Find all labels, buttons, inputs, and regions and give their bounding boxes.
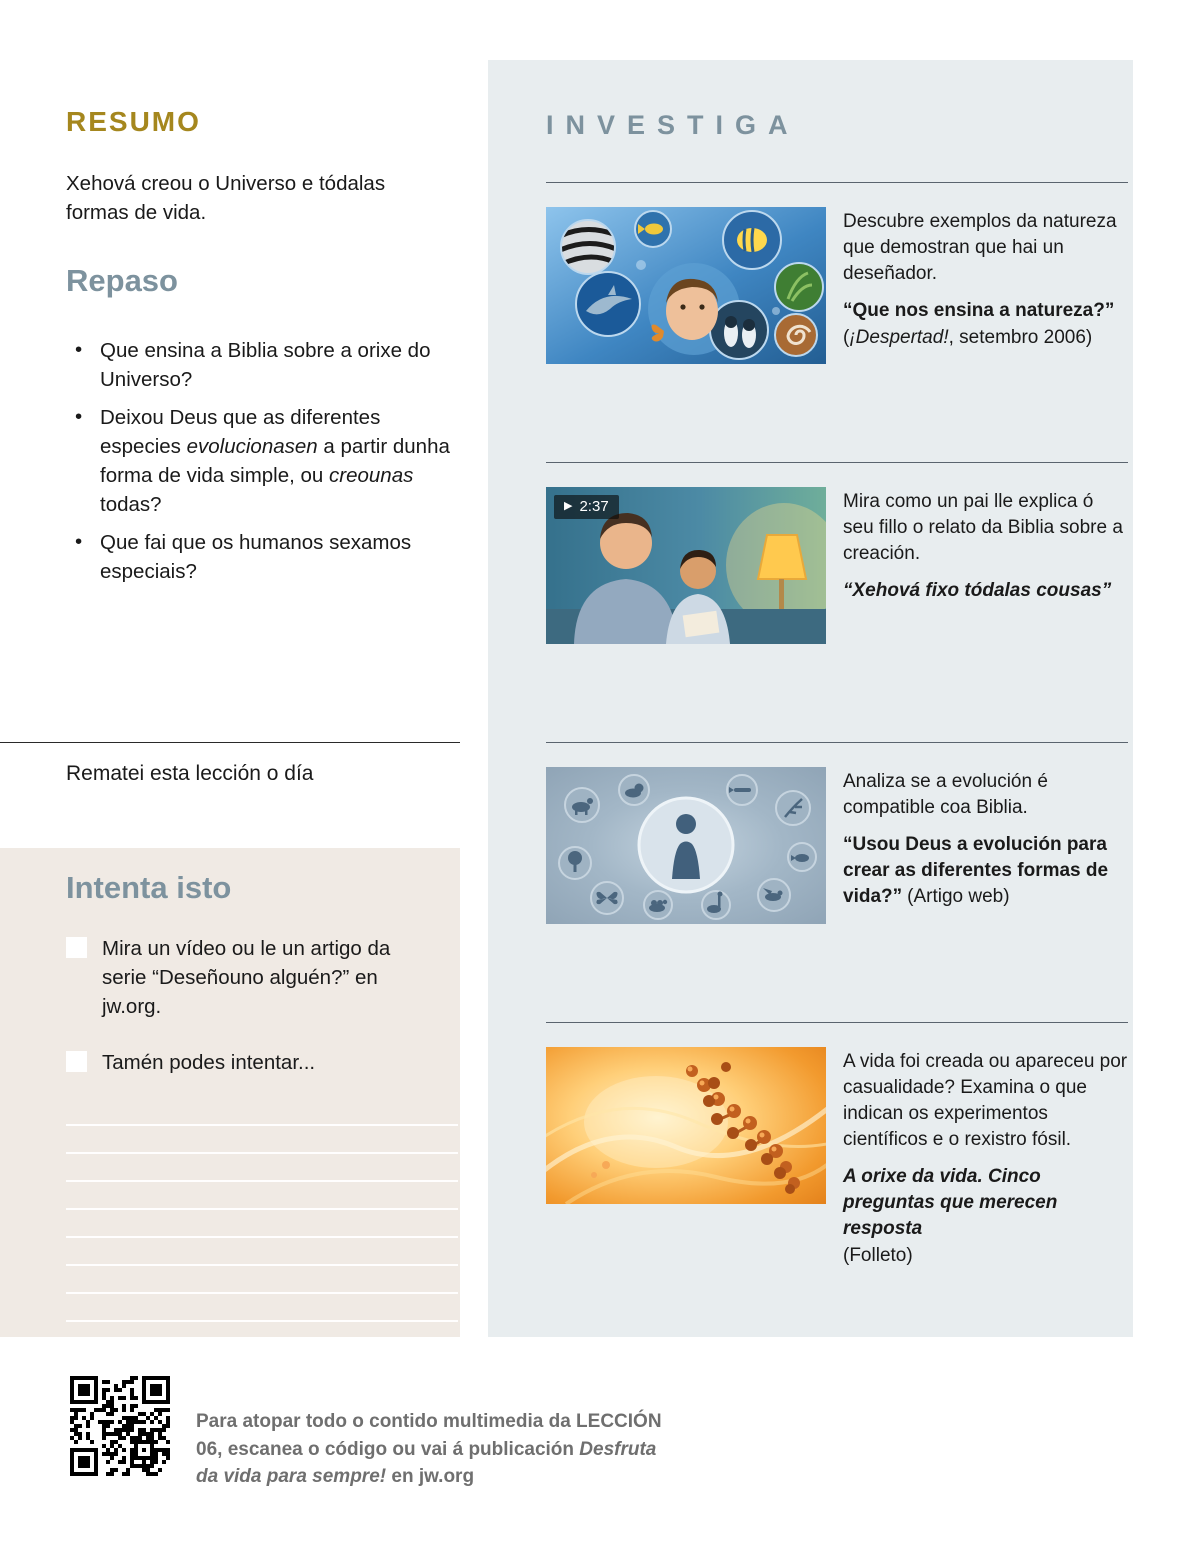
writing-line bbox=[66, 1182, 458, 1210]
investiga-description: Descubre exemplos da natureza que demostran que hai un deseñador. bbox=[843, 211, 1117, 284]
footer-text: Para atopar todo o contido multimedia da LECCIÓN 06, escanea o código ou vai á publicación Desfruta da vida para sempre! en jw.org bbox=[196, 1411, 662, 1487]
investiga-heading: INVESTIGA bbox=[546, 110, 800, 140]
writing-lines bbox=[66, 1098, 458, 1322]
writing-line bbox=[66, 1210, 458, 1238]
investiga-description: Analiza se a evolución é compatible coa Biblia. bbox=[843, 771, 1048, 818]
repaso-list bbox=[66, 336, 456, 595]
repaso-item bbox=[66, 403, 456, 519]
writing-line bbox=[66, 1098, 458, 1126]
investiga-source: (¡Despertad!, setembro 2006) bbox=[843, 327, 1093, 348]
repaso-heading: Repaso bbox=[66, 263, 178, 298]
evolution-article-thumbnail[interactable] bbox=[546, 767, 826, 924]
investiga-item-text bbox=[843, 769, 1128, 910]
investiga-reference-title: “Que nos ensina a natureza?” bbox=[843, 300, 1115, 321]
investiga-item-text bbox=[843, 209, 1128, 351]
dna-illustration bbox=[546, 1047, 826, 1204]
section-divider bbox=[0, 742, 460, 743]
video-duration-badge bbox=[554, 495, 619, 519]
repaso-item-text: Deixou Deus que as diferentes especies evolucionasen a partir dunha forma de vida simple, ou creounas todas? bbox=[100, 406, 450, 516]
investiga-item bbox=[546, 1047, 1128, 1307]
investiga-description: Mira como un pai lle explica ó seu fillo o relato da Biblia sobre a creación. bbox=[843, 491, 1123, 564]
repaso-item bbox=[66, 528, 456, 586]
bullet-marker: • bbox=[75, 530, 83, 553]
investiga-item-text bbox=[843, 489, 1128, 604]
investiga-source: (Artigo web) bbox=[907, 886, 1010, 907]
video-duration: 2:37 bbox=[579, 498, 609, 515]
origin-of-life-brochure-thumbnail[interactable] bbox=[546, 1047, 826, 1204]
play-icon: ▶ bbox=[564, 500, 573, 512]
qr-code-image bbox=[70, 1376, 170, 1476]
intenta-section bbox=[0, 848, 460, 1337]
checklist-item-text: Mira un vídeo ou le un artigo da serie “Deseñouno alguén?” en jw.org. bbox=[102, 937, 391, 1018]
writing-line bbox=[66, 1294, 458, 1322]
investiga-reference-title: A orixe da vida. Cinco preguntas que merecen resposta bbox=[843, 1166, 1058, 1239]
writing-line bbox=[66, 1126, 458, 1154]
checkbox[interactable] bbox=[66, 1051, 87, 1072]
writing-line bbox=[66, 1266, 458, 1294]
investiga-panel bbox=[488, 60, 1133, 1337]
checklist-item bbox=[66, 1048, 426, 1077]
resumo-heading: RESUMO bbox=[66, 106, 201, 137]
human-animals-illustration bbox=[546, 767, 826, 924]
investiga-reference-title: “Xehová fixo tódalas cousas” bbox=[843, 580, 1112, 601]
investiga-description: A vida foi creada ou apareceu por casualidade? Examina o que indican os experimentos científicos e o rexistro fósil. bbox=[843, 1051, 1128, 1150]
nature-collage-illustration bbox=[546, 207, 826, 364]
investiga-reference-title: “Usou Deus a evolución para crear as diferentes formas de vida?” (Artigo web) bbox=[843, 834, 1109, 907]
repaso-item-text: Que fai que os humanos sexamos especiais? bbox=[100, 531, 412, 583]
nature-article-thumbnail[interactable] bbox=[546, 207, 826, 364]
repaso-item bbox=[66, 336, 456, 394]
investiga-item bbox=[546, 767, 1128, 1027]
resumo-text: Xehová creou o Universo e tódalas formas de vida. bbox=[66, 172, 386, 224]
qr-code bbox=[66, 1372, 174, 1480]
investiga-item bbox=[546, 487, 1128, 747]
intenta-heading: Intenta isto bbox=[66, 870, 232, 905]
item-divider bbox=[546, 182, 1128, 183]
investiga-item-text bbox=[843, 1049, 1128, 1269]
checkbox[interactable] bbox=[66, 937, 87, 958]
writing-line bbox=[66, 1238, 458, 1266]
completion-date-label: Rematei esta lección o día bbox=[66, 762, 314, 785]
bullet-marker: • bbox=[75, 405, 83, 428]
investiga-item bbox=[546, 207, 1128, 467]
writing-line bbox=[66, 1154, 458, 1182]
repaso-item-text: Que ensina a Biblia sobre a orixe do Universo? bbox=[100, 339, 431, 391]
investiga-source: (Folleto) bbox=[843, 1245, 913, 1266]
checklist-item-text: Tamén podes intentar... bbox=[102, 1051, 316, 1074]
checklist-item bbox=[66, 934, 426, 1021]
bullet-marker: • bbox=[75, 338, 83, 361]
creation-video-thumbnail[interactable] bbox=[546, 487, 826, 644]
